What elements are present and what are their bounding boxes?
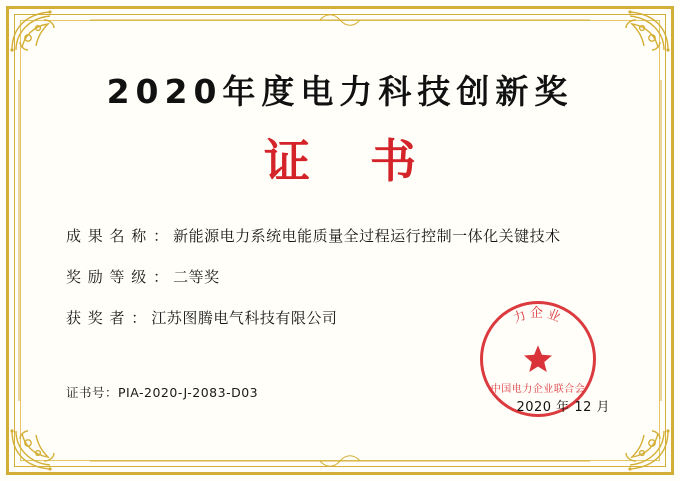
field-row	[66, 225, 630, 246]
seal-organization-name: 中国电力企业联合会	[490, 384, 586, 395]
field-value-awardee: 江苏图腾电气科技有限公司	[151, 309, 338, 327]
field-label-achievement-name: 成 果 名 称 ：	[66, 227, 170, 245]
seal-star-icon	[523, 344, 553, 374]
certificate-title: 2020年度电力科技创新奖	[106, 72, 574, 111]
certificate-date: 2020 年 12 月	[516, 400, 610, 415]
field-row	[66, 266, 630, 287]
svg-text:力企业: 力企业	[510, 306, 566, 327]
field-label-awardee: 获 奖 者 ：	[66, 309, 148, 327]
field-value-achievement-name: 新能源电力系统电能质量全过程运行控制一体化关键技术	[173, 227, 561, 245]
field-label-award-level: 奖 励 等 级 ：	[66, 268, 170, 286]
certificate-content	[30, 28, 650, 453]
certificate-subtitle: 证 书	[263, 134, 438, 188]
certificate-number: 证书号：PIA-2020-J-2083-D03	[66, 385, 259, 400]
field-value-award-level: 二等奖	[173, 268, 220, 286]
